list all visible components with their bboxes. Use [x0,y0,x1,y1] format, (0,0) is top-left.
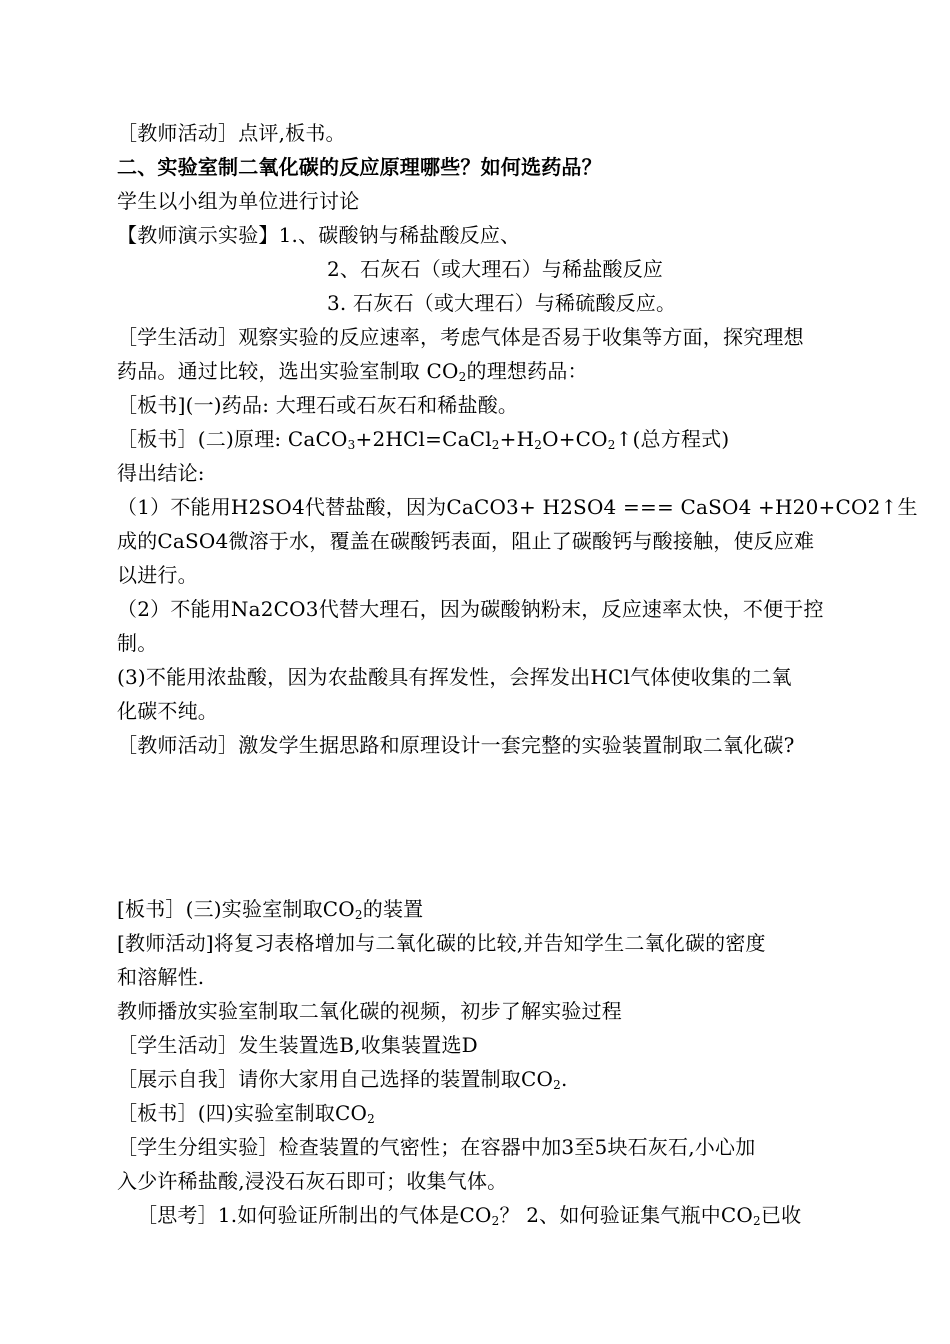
subscript: 2 [607,438,616,452]
group-discussion-text: 学生以小组为单位进行讨论 [117,189,360,213]
teacher-activity-table-line1: [教师活动]将复习表格增加与二氧化碳的比较,并告知学生二氧化碳的密度 [117,931,766,955]
text-run: ［思考］1.如何验证所制出的气体是CO [137,1203,492,1227]
text-run: +H [499,427,535,451]
conclusion-label: 得出结论: [117,461,205,485]
subscript: 2 [491,438,500,452]
conclusion-1-line3: 以进行。 [117,563,198,587]
subscript: 2 [534,438,543,452]
subscript: 2 [753,1214,761,1228]
demo-experiment-3: 3. 石灰石（或大理石）与稀硫酸反应。 [327,291,677,315]
teacher-activity-table-line2: 和溶解性. [117,965,205,989]
text-run: 已收 [760,1203,802,1227]
thinking-questions [137,1198,801,1238]
subscript: 3 [347,438,356,452]
teacher-video-text: 教师播放实验室制取二氧化碳的视频，初步了解实验过程 [117,999,622,1023]
conclusion-1-line2: 成的CaSO4微溶于水，覆盖在碳酸钙表面，阻止了碳酸钙与酸接触，使反应难 [117,529,815,553]
student-activity-observe: ［学生活动］观察实验的反应速率，考虑气体是否易于收集等方面，探究理想 [117,325,804,349]
subscript: 2 [491,1214,500,1228]
text-run: ［展示自我］请你大家用自己选择的装置制取CO [117,1067,554,1091]
subscript: 2 [367,1112,375,1126]
board-principle-equation [117,422,729,462]
teacher-activity-comment: ［教师活动］点评,板书。 [117,121,346,145]
demo-experiment-1: 【教师演示实验】1.、碳酸钠与稀盐酸反应、 [117,223,521,247]
board-reagents: ［板书](一)药品: 大理石或石灰石和稀盐酸。 [117,393,519,417]
text-run: ［板书］(二)原理: CaCO [117,427,348,451]
text-run: [板书］(三)实验室制取CO [117,897,355,921]
text-run: . [560,1067,568,1091]
demo-experiment-2: 2、石灰石（或大理石）与稀盐酸反应 [327,257,664,281]
group-experiment-line2: 入少许稀盐酸,浸没石灰石即可；收集气体。 [117,1169,508,1193]
text-run: ↑(总方程式) [615,427,730,451]
subscript: 2 [354,908,363,922]
conclusion-3-line2: 化碳不纯。 [117,699,218,723]
subscript: 2 [458,370,467,384]
teacher-activity-design: ［教师活动］激发学生据思路和原理设计一套完整的实验装置制取二氧化碳? [117,733,795,757]
text-run: 的理想药品： [466,359,588,383]
text-run: 的装置 [362,897,424,921]
conclusion-3-line1: (3)不能用浓盐酸，因为农盐酸具有挥发性，会挥发出HCl气体使收集的二氧 [117,665,792,689]
section-heading-two: 二、实验室制二氧化碳的反应原理哪些？如何选药品？ [117,155,602,179]
text-run: +2HCl=CaCl [355,427,492,451]
conclusion-2-line1: （2）不能用Na2CO3代替大理石，因为碳酸钠粉末，反应速率太快，不便于控 [117,597,824,621]
conclusion-1-line1: （1）不能用H2SO4代替盐酸，因为CaCO3+ H2SO4 === CaSO4 +H20+CO2↑生 [117,495,918,519]
student-activity-apparatus: ［学生活动］发生装置选B,收集装置选D [117,1033,478,1057]
text-run: ？ 2、如何验证集气瓶中CO [499,1203,754,1227]
subscript: 2 [553,1078,561,1092]
text-run: 药品。通过比较，选出实验室制取 CO [117,359,459,383]
group-experiment-line1: ［学生分组实验］检查装置的气密性；在容器中加3至5块石灰石,小心加 [117,1135,756,1159]
text-run: ［板书］(四)实验室制取CO [117,1101,368,1125]
text-run: O+CO [542,427,608,451]
conclusion-2-line2: 制。 [117,631,158,655]
